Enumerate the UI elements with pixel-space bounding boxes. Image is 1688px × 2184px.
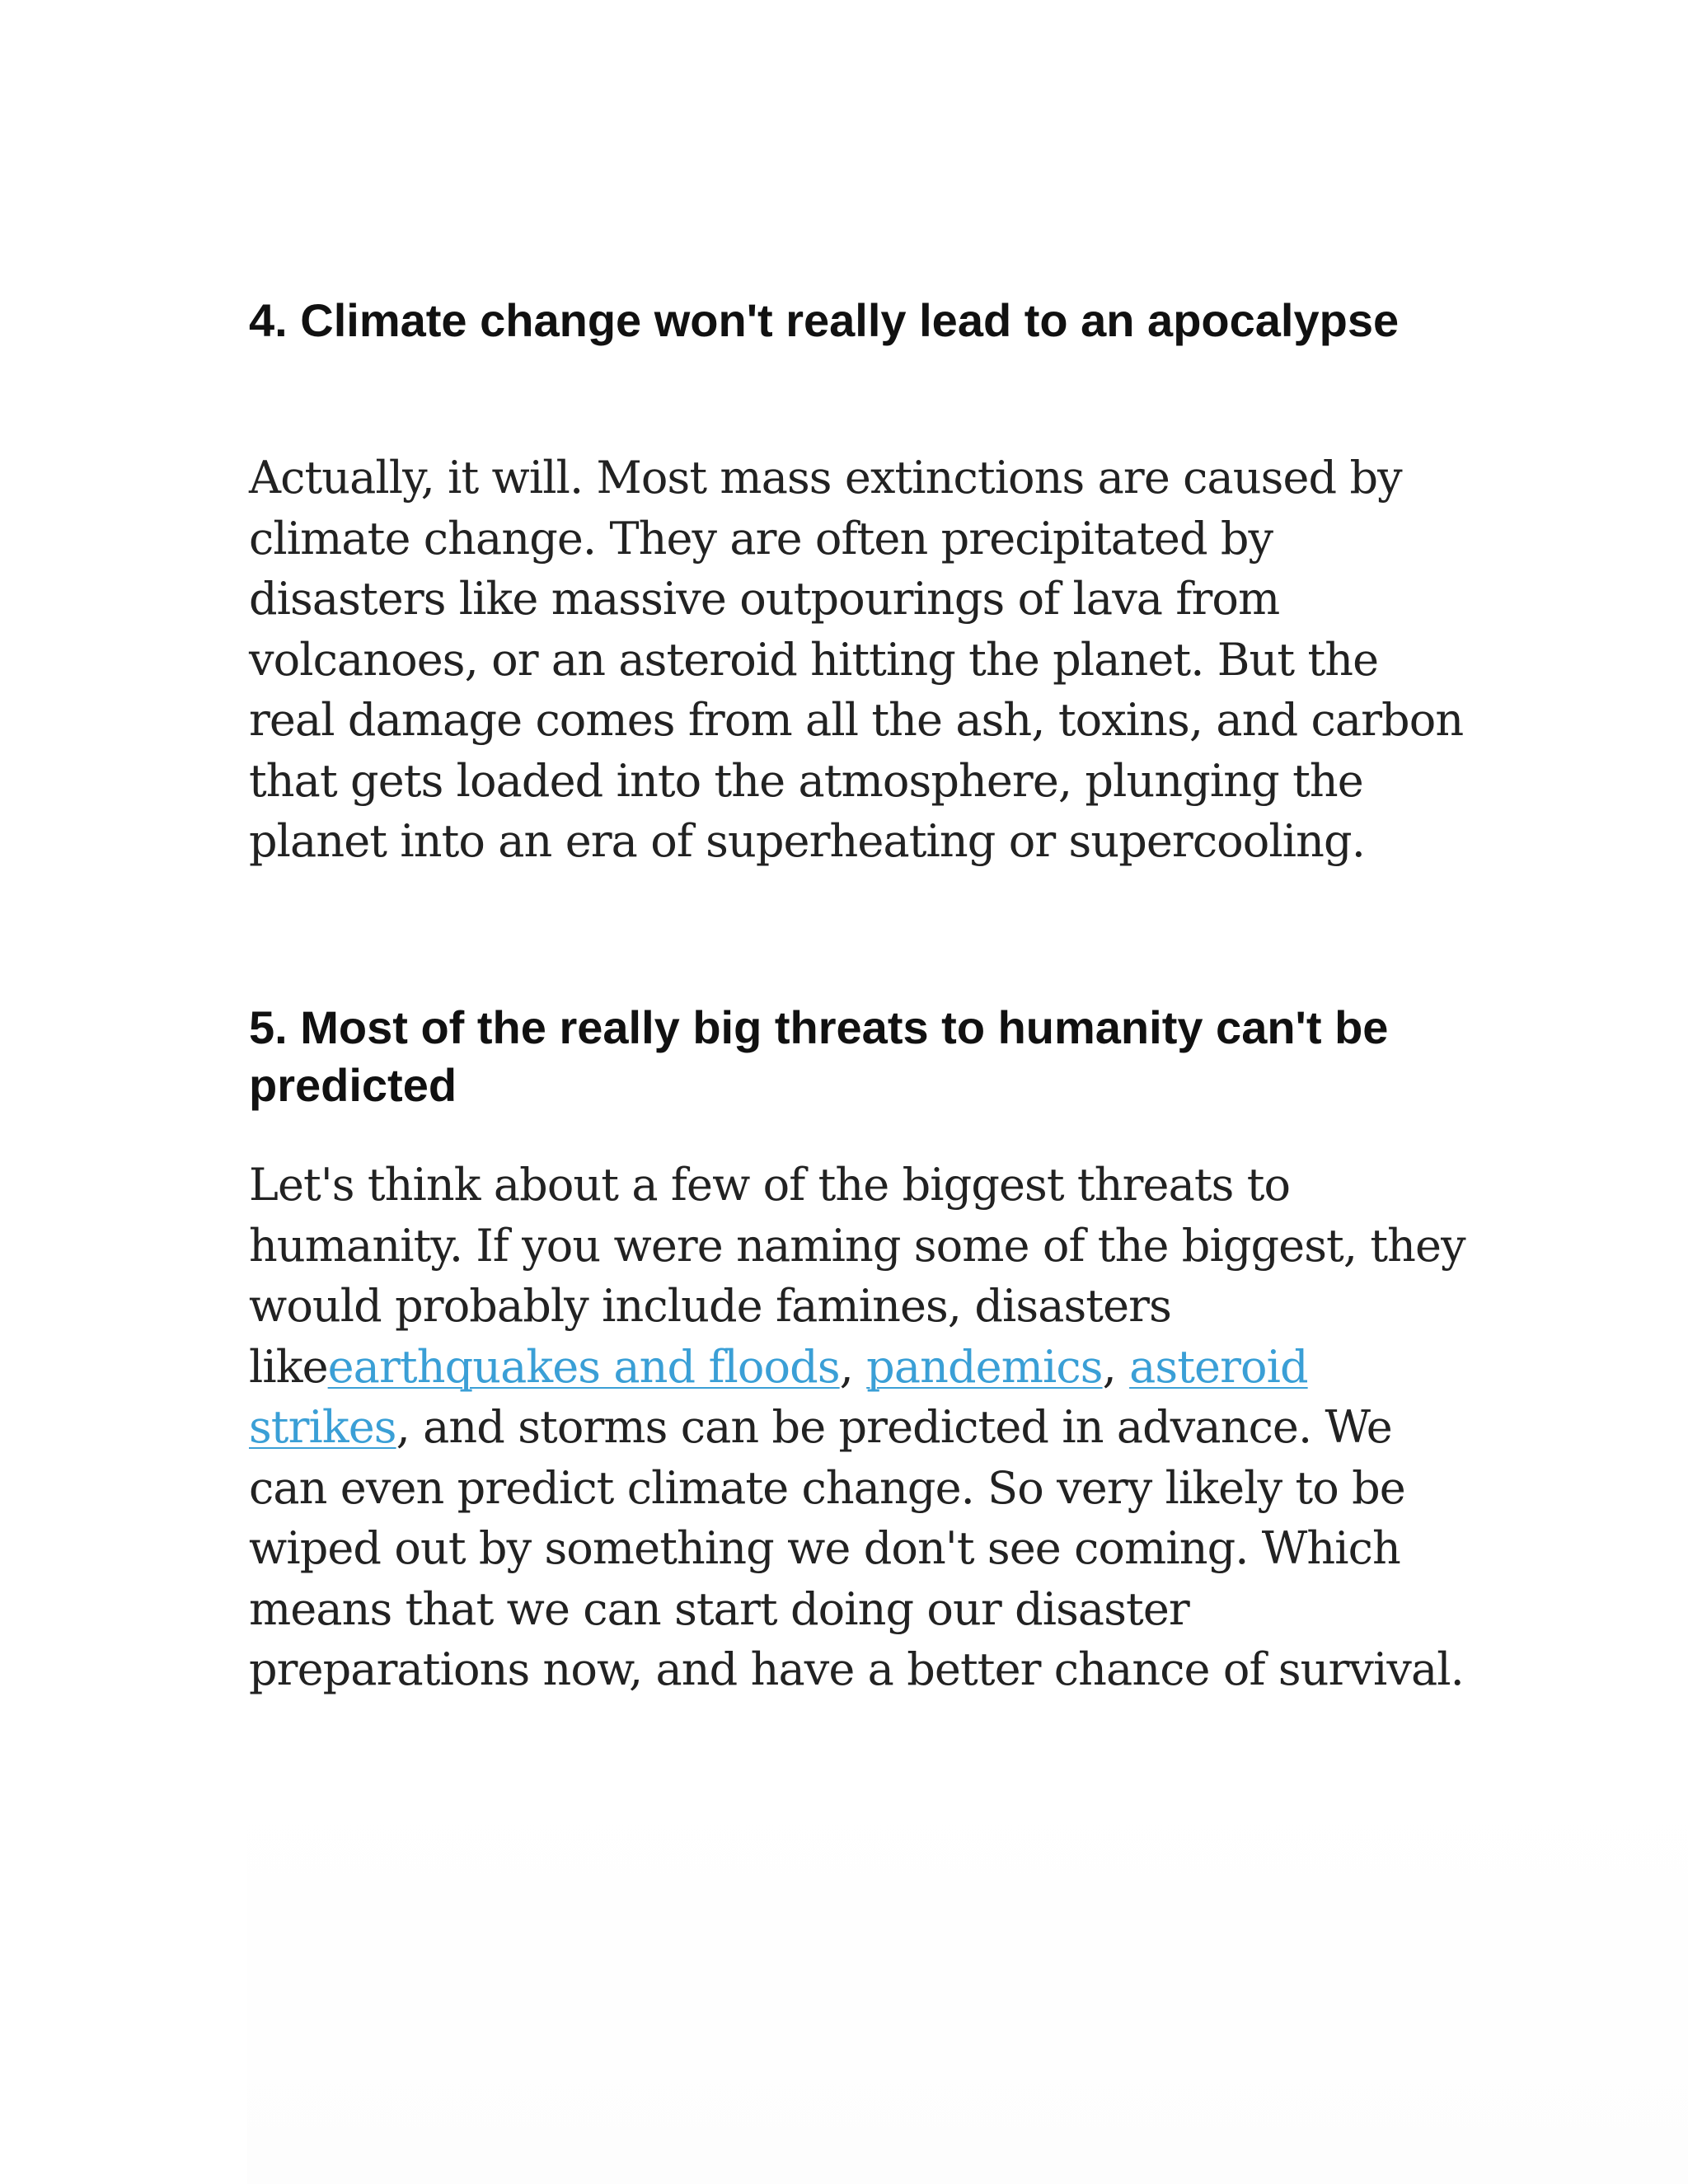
page-shade [247,1772,1688,2184]
pandemics-link[interactable]: pandemics [866,1340,1103,1393]
section-5-heading: 5. Most of the really big threats to humanity can't be predicted [249,1001,1389,1111]
section-5-rest-text: , and storms can be predicted in advance. We can even predict climate change. So very likely to be wiped out by something we don't see coming. Which means that we can start doing our disaster preparations now, and have a better chance of survival. [249,1401,1464,1695]
asteroid-strikes-link[interactable]: asteroid strikes [249,1340,1308,1453]
section-4-heading: 4. Climate change won't really lead to an apocalypse [249,294,1400,346]
separator-text: , [839,1340,867,1393]
section-5-intro-text: Let's think about a few of the biggest threats to humanity. If you were naming some of the biggest, they would probably include famines, disasters like [249,1159,1465,1393]
section-4-paragraph: Actually, it will. Most mass extinctions are caused by climate change. They are often precipitated by disasters like massive outpourings of lava from volcanoes, or an asteroid hitting the planet. But the real damage comes from all the ash, toxins, and carbon that gets loaded into the atmosphere, plunging the planet into an era of superheating or supercooling. [249,452,1464,867]
separator-text: , [1102,1340,1130,1393]
earthquakes-and-floods-link[interactable]: earthquakes and floods [327,1340,840,1393]
section-5-paragraph [249,1155,1469,1700]
